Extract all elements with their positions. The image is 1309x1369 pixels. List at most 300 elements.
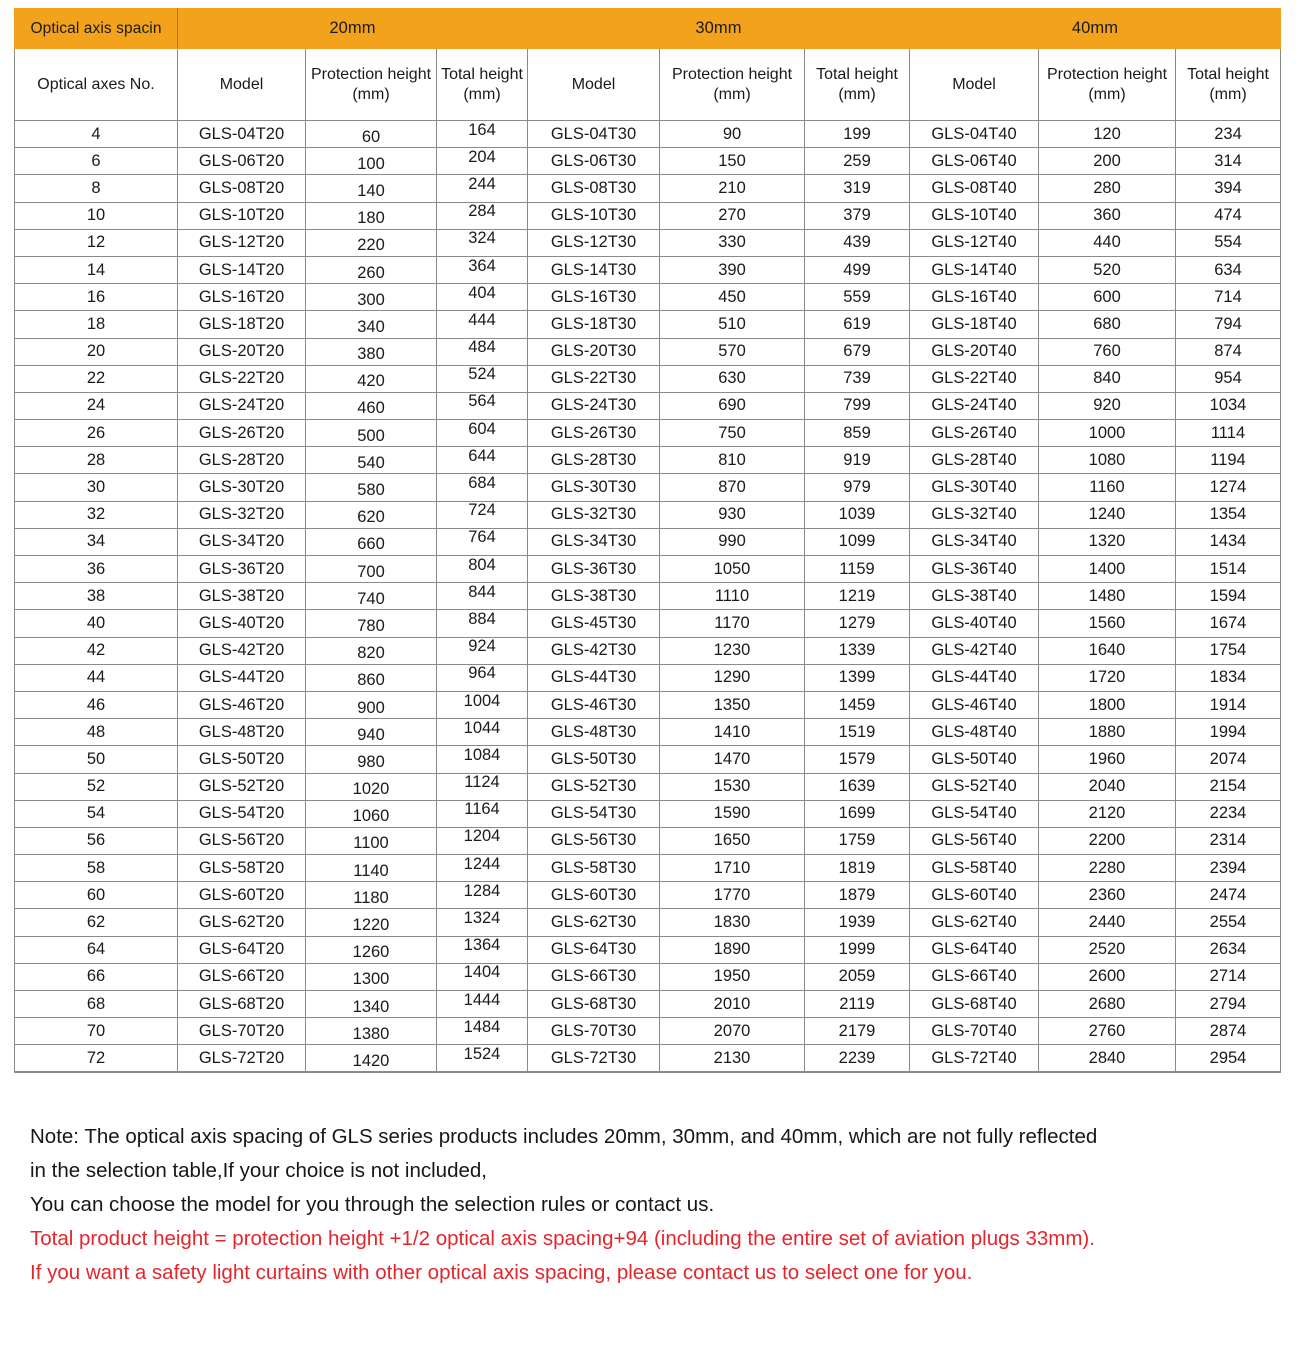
cell-total-height-20mm [437,991,528,1018]
table-row [15,882,1281,909]
cell-total-height-20mm [437,338,528,365]
corner-label-optical-axis-spacing: Optical axis spacin [15,9,178,49]
cell-model-20mm: GLS-30T20 [178,474,306,501]
cell-total-height-30mm: 559 [805,284,910,311]
cell-model-20mm: GLS-16T20 [178,284,306,311]
cell-model-40mm: GLS-34T40 [910,528,1039,555]
cell-protection-height-30mm: 990 [660,528,805,555]
cell-total-height-40mm: 1674 [1176,610,1281,637]
cell-protection-height-40mm: 760 [1039,338,1176,365]
cell-total-height-30mm: 499 [805,256,910,283]
cell-protection-height-40mm: 1880 [1039,719,1176,746]
cell-model-40mm: GLS-64T40 [910,936,1039,963]
cell-axes-no: 22 [15,365,178,392]
cell-protection-height-40mm: 360 [1039,202,1176,229]
cell-protection-height-20mm [306,1045,437,1072]
cell-model-30mm: GLS-70T30 [528,1018,660,1045]
cell-model-30mm: GLS-28T30 [528,447,660,474]
cell-model-20mm: GLS-68T20 [178,991,306,1018]
cell-value: 284 [468,202,496,221]
col-header-model-30mm: Model [528,49,660,121]
cell-total-height-20mm [437,909,528,936]
cell-protection-height-30mm: 870 [660,474,805,501]
cell-model-40mm: GLS-04T40 [910,121,1039,148]
cell-protection-height-40mm: 2840 [1039,1045,1176,1072]
cell-value: 500 [357,426,385,445]
cell-protection-height-20mm [306,175,437,202]
cell-value: 100 [357,154,385,173]
cell-protection-height-40mm: 1480 [1039,583,1176,610]
cell-model-30mm: GLS-48T30 [528,719,660,746]
cell-total-height-20mm [437,637,528,664]
cell-protection-height-30mm: 1650 [660,827,805,854]
total-height-unit-40: (mm) [1209,85,1247,103]
cell-total-height-30mm: 739 [805,365,910,392]
cell-axes-no: 64 [15,936,178,963]
cell-model-30mm: GLS-26T30 [528,420,660,447]
cell-total-height-40mm: 1274 [1176,474,1281,501]
cell-value: 1364 [463,936,501,955]
cell-protection-height-40mm: 2360 [1039,882,1176,909]
cell-axes-no: 62 [15,909,178,936]
cell-value: 604 [468,419,496,438]
cell-protection-height-20mm [306,936,437,963]
cell-value: 1100 [353,834,389,853]
cell-total-height-40mm: 2474 [1176,882,1281,909]
cell-protection-height-20mm [306,827,437,854]
cell-axes-no: 12 [15,229,178,256]
cell-total-height-20mm [437,229,528,256]
cell-total-height-40mm: 2874 [1176,1018,1281,1045]
table-row [15,392,1281,419]
cell-protection-height-20mm [306,691,437,718]
cell-total-height-30mm: 1339 [805,637,910,664]
table-row [15,256,1281,283]
cell-protection-height-20mm [306,121,437,148]
cell-model-40mm: GLS-20T40 [910,338,1039,365]
cell-protection-height-40mm: 1160 [1039,474,1176,501]
cell-axes-no: 10 [15,202,178,229]
cell-axes-no: 24 [15,392,178,419]
cell-total-height-40mm: 1914 [1176,691,1281,718]
cell-protection-height-30mm: 510 [660,311,805,338]
cell-axes-no: 14 [15,256,178,283]
cell-protection-height-20mm [306,202,437,229]
cell-protection-height-40mm: 2040 [1039,773,1176,800]
col-header-protection-height-30mm [660,49,805,121]
cell-total-height-20mm [437,691,528,718]
cell-model-30mm: GLS-06T30 [528,148,660,175]
cell-model-30mm: GLS-50T30 [528,746,660,773]
cell-value: 1140 [353,861,389,880]
cell-protection-height-20mm [306,528,437,555]
cell-model-40mm: GLS-62T40 [910,909,1039,936]
cell-model-20mm: GLS-66T20 [178,963,306,990]
cell-total-height-40mm: 634 [1176,256,1281,283]
cell-protection-height-40mm: 600 [1039,284,1176,311]
cell-total-height-40mm: 1514 [1176,556,1281,583]
cell-total-height-30mm: 2059 [805,963,910,990]
cell-protection-height-20mm [306,556,437,583]
cell-axes-no: 34 [15,528,178,555]
cell-protection-height-40mm: 1800 [1039,691,1176,718]
cell-protection-height-20mm [306,909,437,936]
cell-protection-height-40mm: 200 [1039,148,1176,175]
cell-model-30mm: GLS-62T30 [528,909,660,936]
cell-protection-height-40mm: 1320 [1039,528,1176,555]
cell-axes-no: 54 [15,800,178,827]
cell-total-height-30mm: 1999 [805,936,910,963]
cell-model-30mm: GLS-42T30 [528,637,660,664]
cell-protection-height-30mm: 1290 [660,664,805,691]
cell-total-height-20mm [437,719,528,746]
cell-model-30mm: GLS-58T30 [528,855,660,882]
cell-value: 484 [468,338,496,357]
table-row [15,311,1281,338]
col-header-optical-axes-no: Optical axes No. [15,49,178,121]
col-header-total-height-30mm [805,49,910,121]
table-row [15,827,1281,854]
cell-total-height-40mm: 1114 [1176,420,1281,447]
cell-value: 180 [357,209,385,228]
cell-axes-no: 56 [15,827,178,854]
cell-axes-no: 68 [15,991,178,1018]
cell-model-20mm: GLS-42T20 [178,637,306,664]
cell-axes-no: 26 [15,420,178,447]
table-row [15,121,1281,148]
total-height-label-20: Total height [441,65,523,83]
cell-protection-height-30mm: 1350 [660,691,805,718]
cell-model-30mm: GLS-54T30 [528,800,660,827]
cell-protection-height-20mm [306,882,437,909]
cell-axes-no: 52 [15,773,178,800]
cell-protection-height-30mm: 1950 [660,963,805,990]
table-row [15,583,1281,610]
cell-protection-height-40mm: 1240 [1039,501,1176,528]
cell-model-30mm: GLS-66T30 [528,963,660,990]
cell-total-height-40mm: 2794 [1176,991,1281,1018]
cell-value: 540 [357,453,385,472]
cell-axes-no: 18 [15,311,178,338]
cell-axes-no: 60 [15,882,178,909]
cell-total-height-30mm: 1279 [805,610,910,637]
cell-total-height-40mm: 714 [1176,284,1281,311]
cell-total-height-40mm: 2554 [1176,909,1281,936]
col-header-model-40mm: Model [910,49,1039,121]
cell-value: 700 [357,562,385,581]
note-line-2: in the selection table,If your choice is not included, [30,1159,487,1183]
cell-model-30mm: GLS-72T30 [528,1045,660,1072]
cell-model-40mm: GLS-24T40 [910,392,1039,419]
table-row [15,420,1281,447]
cell-value: 964 [468,664,496,683]
table-row [15,556,1281,583]
cell-protection-height-20mm [306,474,437,501]
cell-total-height-30mm: 439 [805,229,910,256]
cell-total-height-30mm: 199 [805,121,910,148]
cell-value: 644 [468,446,496,465]
cell-value: 524 [468,365,496,384]
table-row [15,338,1281,365]
cell-model-20mm: GLS-48T20 [178,719,306,746]
cell-value: 1324 [463,909,501,928]
protection-height-unit-40: (mm) [1088,85,1126,103]
cell-protection-height-30mm: 630 [660,365,805,392]
cell-axes-no: 46 [15,691,178,718]
cell-total-height-30mm: 1159 [805,556,910,583]
cell-model-20mm: GLS-54T20 [178,800,306,827]
cell-total-height-20mm [437,528,528,555]
cell-model-30mm: GLS-38T30 [528,583,660,610]
cell-value: 220 [357,236,385,255]
cell-total-height-40mm: 954 [1176,365,1281,392]
cell-model-30mm: GLS-60T30 [528,882,660,909]
cell-protection-height-30mm: 1590 [660,800,805,827]
cell-value: 324 [468,229,496,248]
table-row [15,229,1281,256]
table-row [15,664,1281,691]
cell-total-height-40mm: 2314 [1176,827,1281,854]
cell-protection-height-30mm: 930 [660,501,805,528]
cell-value: 1164 [464,800,500,819]
cell-protection-height-20mm [306,338,437,365]
total-height-label-40: Total height [1187,65,1269,83]
cell-protection-height-20mm [306,447,437,474]
cell-protection-height-20mm [306,392,437,419]
col-header-total-height-20mm [437,49,528,121]
cell-total-height-20mm [437,610,528,637]
cell-model-40mm: GLS-42T40 [910,637,1039,664]
cell-total-height-20mm [437,284,528,311]
cell-value: 340 [357,317,385,336]
cell-value: 940 [357,725,385,744]
cell-total-height-40mm: 1834 [1176,664,1281,691]
cell-model-20mm: GLS-44T20 [178,664,306,691]
cell-value: 740 [357,589,385,608]
cell-model-20mm: GLS-34T20 [178,528,306,555]
cell-value: 924 [468,637,496,656]
cell-total-height-30mm: 1519 [805,719,910,746]
cell-protection-height-20mm [306,637,437,664]
cell-model-30mm: GLS-30T30 [528,474,660,501]
cell-value: 1420 [352,1051,390,1070]
cell-model-20mm: GLS-06T20 [178,148,306,175]
table-row [15,691,1281,718]
cell-model-30mm: GLS-16T30 [528,284,660,311]
cell-protection-height-40mm: 680 [1039,311,1176,338]
cell-total-height-40mm: 314 [1176,148,1281,175]
cell-protection-height-20mm [306,501,437,528]
cell-total-height-30mm: 2119 [805,991,910,1018]
cell-protection-height-40mm: 2280 [1039,855,1176,882]
cell-value: 380 [357,345,385,364]
cell-model-20mm: GLS-26T20 [178,420,306,447]
cell-value: 780 [357,616,385,635]
cell-value: 1260 [352,943,390,962]
cell-total-height-20mm [437,501,528,528]
total-height-unit-20: (mm) [463,85,501,103]
cell-protection-height-20mm [306,148,437,175]
cell-protection-height-40mm: 440 [1039,229,1176,256]
protection-height-unit-20: (mm) [352,85,390,103]
cell-model-40mm: GLS-48T40 [910,719,1039,746]
cell-protection-height-40mm: 2520 [1039,936,1176,963]
cell-protection-height-40mm: 1000 [1039,420,1176,447]
cell-model-40mm: GLS-08T40 [910,175,1039,202]
cell-model-30mm: GLS-20T30 [528,338,660,365]
table-row [15,447,1281,474]
table-row [15,800,1281,827]
cell-model-20mm: GLS-38T20 [178,583,306,610]
table-row [15,991,1281,1018]
table-row [15,474,1281,501]
cell-protection-height-40mm: 2440 [1039,909,1176,936]
cell-protection-height-30mm: 1470 [660,746,805,773]
cell-axes-no: 8 [15,175,178,202]
cell-model-20mm: GLS-40T20 [178,610,306,637]
cell-protection-height-20mm [306,746,437,773]
cell-value: 804 [468,555,496,574]
cell-model-40mm: GLS-38T40 [910,583,1039,610]
table-row [15,1045,1281,1072]
cell-total-height-30mm: 1099 [805,528,910,555]
cell-total-height-40mm: 474 [1176,202,1281,229]
cell-total-height-30mm: 1459 [805,691,910,718]
cell-protection-height-40mm: 2200 [1039,827,1176,854]
cell-model-40mm: GLS-18T40 [910,311,1039,338]
table-row [15,610,1281,637]
cell-total-height-30mm: 259 [805,148,910,175]
cell-axes-no: 30 [15,474,178,501]
cell-value: 1084 [463,745,501,764]
cell-value: 204 [468,147,496,166]
cell-total-height-30mm: 1699 [805,800,910,827]
cell-protection-height-30mm: 1890 [660,936,805,963]
group-header-30mm: 30mm [528,9,910,49]
cell-model-40mm: GLS-28T40 [910,447,1039,474]
cell-total-height-40mm: 2394 [1176,855,1281,882]
cell-axes-no: 32 [15,501,178,528]
cell-total-height-40mm: 874 [1176,338,1281,365]
cell-value: 1300 [352,970,390,989]
table-body [15,121,1281,1073]
cell-value: 1244 [463,854,501,873]
cell-value: 300 [357,290,385,309]
cell-model-40mm: GLS-22T40 [910,365,1039,392]
cell-total-height-20mm [437,827,528,854]
cell-total-height-30mm: 859 [805,420,910,447]
cell-protection-height-20mm [306,365,437,392]
cell-value: 60 [361,127,381,146]
cell-protection-height-20mm [306,719,437,746]
cell-protection-height-30mm: 810 [660,447,805,474]
cell-axes-no: 42 [15,637,178,664]
cell-model-30mm: GLS-18T30 [528,311,660,338]
cell-protection-height-40mm: 2120 [1039,800,1176,827]
cell-model-30mm: GLS-32T30 [528,501,660,528]
cell-axes-no: 36 [15,556,178,583]
cell-value: 1124 [464,773,500,792]
cell-total-height-20mm [437,311,528,338]
cell-axes-no: 44 [15,664,178,691]
total-height-unit-30: (mm) [838,85,876,103]
cell-value: 1060 [352,807,390,826]
cell-total-height-40mm: 1994 [1176,719,1281,746]
cell-protection-height-30mm: 2070 [660,1018,805,1045]
cell-protection-height-40mm: 2600 [1039,963,1176,990]
cell-protection-height-30mm: 390 [660,256,805,283]
cell-total-height-20mm [437,963,528,990]
cell-total-height-20mm [437,392,528,419]
cell-axes-no: 66 [15,963,178,990]
cell-model-20mm: GLS-36T20 [178,556,306,583]
cell-total-height-40mm: 2714 [1176,963,1281,990]
cell-axes-no: 38 [15,583,178,610]
cell-value: 260 [357,263,385,282]
cell-model-30mm: GLS-08T30 [528,175,660,202]
cell-model-20mm: GLS-24T20 [178,392,306,419]
cell-model-30mm: GLS-68T30 [528,991,660,1018]
cell-total-height-30mm: 679 [805,338,910,365]
table-head [15,9,1281,121]
col-header-model-20mm: Model [178,49,306,121]
cell-total-height-40mm: 394 [1176,175,1281,202]
cell-model-20mm: GLS-56T20 [178,827,306,854]
cell-total-height-40mm: 1034 [1176,392,1281,419]
cell-total-height-20mm [437,1018,528,1045]
cell-model-30mm: GLS-46T30 [528,691,660,718]
cell-value: 460 [357,399,385,418]
cell-model-20mm: GLS-28T20 [178,447,306,474]
cell-value: 820 [357,644,385,663]
cell-value: 844 [468,582,496,601]
cell-axes-no: 70 [15,1018,178,1045]
cell-model-20mm: GLS-22T20 [178,365,306,392]
cell-total-height-20mm [437,420,528,447]
cell-value: 1020 [352,780,390,799]
table-group-header-row [15,9,1281,49]
cell-model-40mm: GLS-40T40 [910,610,1039,637]
cell-axes-no: 72 [15,1045,178,1072]
cell-total-height-30mm: 919 [805,447,910,474]
table-row [15,909,1281,936]
table-row [15,175,1281,202]
cell-protection-height-40mm: 1560 [1039,610,1176,637]
total-height-label-30: Total height [816,65,898,83]
protection-height-label-20: Protection height [310,65,432,83]
cell-value: 404 [468,283,496,302]
cell-model-20mm: GLS-14T20 [178,256,306,283]
cell-model-20mm: GLS-20T20 [178,338,306,365]
cell-model-40mm: GLS-72T40 [910,1045,1039,1072]
cell-value: 684 [468,474,496,493]
cell-value: 1180 [353,888,389,907]
cell-value: 244 [468,174,496,193]
cell-protection-height-20mm [306,1018,437,1045]
cell-total-height-40mm: 2634 [1176,936,1281,963]
cell-total-height-30mm: 979 [805,474,910,501]
table-row [15,637,1281,664]
cell-protection-height-30mm: 150 [660,148,805,175]
cell-model-30mm: GLS-44T30 [528,664,660,691]
table-row [15,855,1281,882]
cell-total-height-30mm: 1879 [805,882,910,909]
table-row [15,936,1281,963]
cell-protection-height-20mm [306,256,437,283]
cell-value: 1484 [463,1017,501,1036]
cell-value: 1524 [463,1044,501,1063]
cell-value: 1284 [463,881,501,900]
